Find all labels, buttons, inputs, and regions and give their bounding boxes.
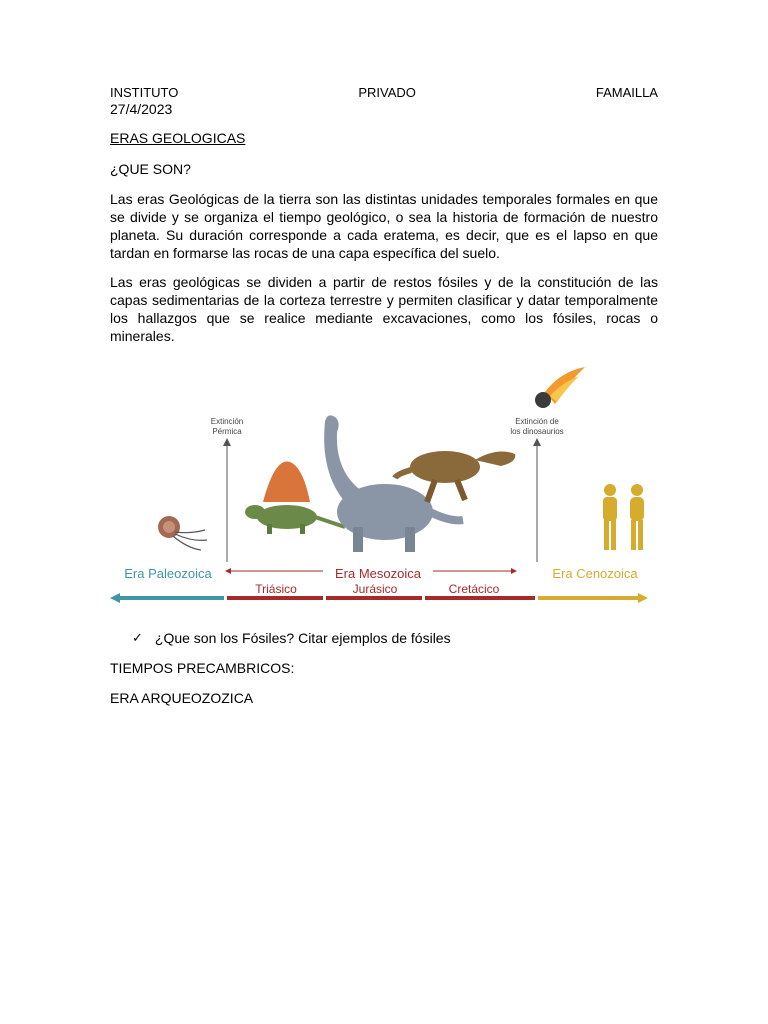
era-mesozoic-label: Era Mesozoica [335, 566, 421, 581]
period-cretaceous-label: Cretácico [448, 582, 500, 596]
extinction-permian-label-2: Pérmica [212, 427, 242, 436]
timeline-right-arrowhead [638, 593, 648, 603]
era-paleozoic-label: Era Paleozoica [124, 566, 212, 581]
paragraph-definition: Las eras Geológicas de la tierra son las distintas unidades temporales formales en que se divide y se organiza el tiempo geológico, o sea la historia de formación de nuestro planeta. Su duración corresponde a cada eratema, es decir, que es el lapso en que tardan en formarse las rocas de una capa específica del suelo. [110, 191, 658, 261]
brachiosaurus-icon [324, 415, 463, 552]
period-jurassic-label: Jurásico [352, 582, 398, 596]
timeline-triassic-bar [227, 596, 323, 600]
question-heading: ¿QUE SON? [110, 161, 191, 177]
precambrian-heading: TIEMPOS PRECAMBRICOS: [110, 660, 295, 676]
bullet-text: ¿Que son los Fósiles? Citar ejemplos de fósiles [154, 630, 451, 646]
header-private: PRIVADO [358, 85, 416, 100]
ammonite-icon [158, 516, 207, 550]
timeline-left-arrowhead [110, 593, 120, 603]
archeozoic-heading: ERA ARQUEOZOZICA [110, 690, 254, 706]
extinction-dinosaurs-label-2: los dinosaurios [510, 427, 564, 436]
period-triassic-label: Triásico [255, 582, 297, 596]
checkmark-icon: ✓ [132, 630, 143, 645]
paragraph-division: Las eras geológicas se dividen a partir de restos fósiles y de la constitución de las capas sedimentarias de la corteza terrestre y permiten clasificar y datar temporalmente los hallazgos que se realice mediante excavaciones, como los fósiles, rocas o minerales. [110, 274, 658, 344]
timeline-jurassic-bar [326, 596, 422, 600]
extinction-dinosaurs-label-1: Extinción de [515, 417, 559, 426]
bullet-item [132, 630, 451, 646]
header-row [110, 85, 658, 100]
document-title: ERAS GEOLOGICAS [110, 130, 246, 146]
era-cenozoic-label: Era Cenozoica [552, 566, 638, 581]
header-date: 27/4/2023 [110, 101, 173, 117]
timeline-paleozoic-bar [120, 596, 224, 600]
geologic-eras-diagram [105, 362, 655, 612]
humans-icon [603, 484, 644, 550]
timeline-cenozoic-bar [538, 596, 638, 600]
extinction-permian-label-1: Extinción [210, 417, 244, 426]
meteor-icon [535, 367, 585, 408]
timeline-cretaceous-bar [425, 596, 535, 600]
header-institute: INSTITUTO [110, 85, 179, 100]
header-city: FAMAILLA [595, 85, 658, 100]
